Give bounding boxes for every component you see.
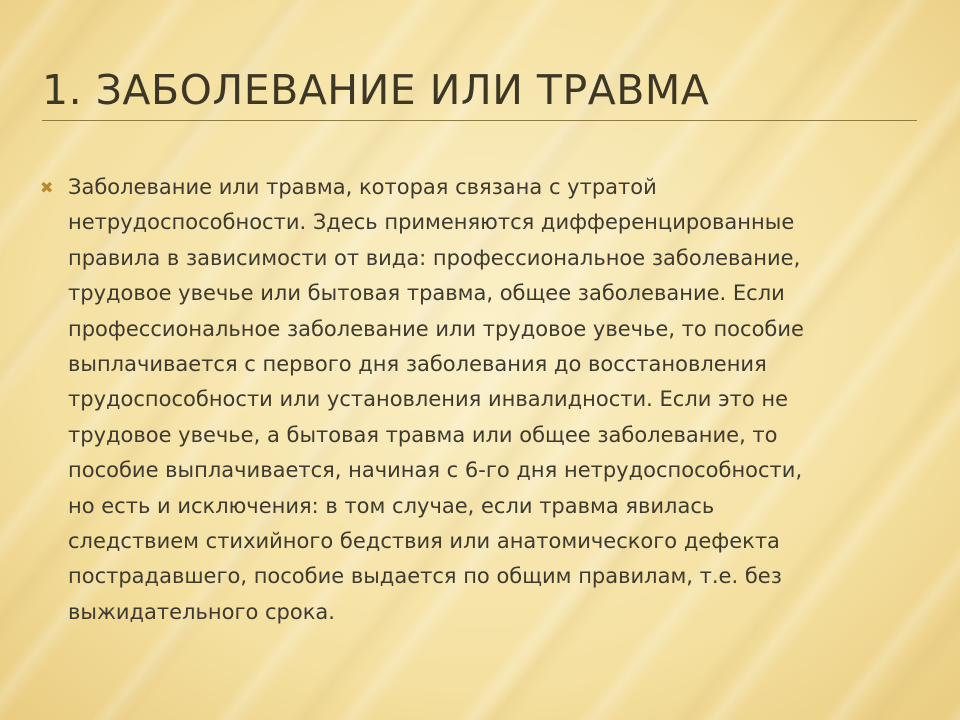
body-line: трудовое увечье или бытовая травма, общее заболевание. Если xyxy=(68,281,785,306)
body-line: правила в зависимости от вида: профессиональное заболевание, xyxy=(68,245,801,270)
body-line: нетрудоспособности. Здесь применяются дифференцированные xyxy=(68,210,795,235)
bullet-item xyxy=(40,170,920,630)
body-line: пособие выплачивается, начиная с 6-го дня нетрудоспособности, xyxy=(68,458,803,483)
body-line: пострадавшего, пособие выдается по общим правилам, т.е. без xyxy=(68,564,782,589)
slide-content xyxy=(40,170,920,630)
body-line: трудоспособности или установления инвалидности. Если это не xyxy=(68,387,789,412)
body-line: трудовое увечье, а бытовая травма или общее заболевание, то xyxy=(68,422,778,447)
body-line: профессиональное заболевание или трудовое увечье, то пособие xyxy=(68,316,804,341)
body-line: но есть и исключения: в том случае, если травма явилась xyxy=(68,493,715,518)
body-line: выплачивается с первого дня заболевания до восстановления xyxy=(68,352,767,377)
title-underline xyxy=(42,120,917,121)
bullet-text xyxy=(68,170,920,630)
body-line: следствием стихийного бедствия или анатомического дефекта xyxy=(68,529,780,554)
x-mark-bullet-icon: ✖ xyxy=(40,178,54,197)
body-line: Заболевание или травма, которая связана с утратой xyxy=(68,175,657,199)
body-line: выжидательного срока. xyxy=(68,599,335,624)
slide-title: 1. ЗАБОЛЕВАНИЕ ИЛИ ТРАВМА xyxy=(42,66,710,114)
